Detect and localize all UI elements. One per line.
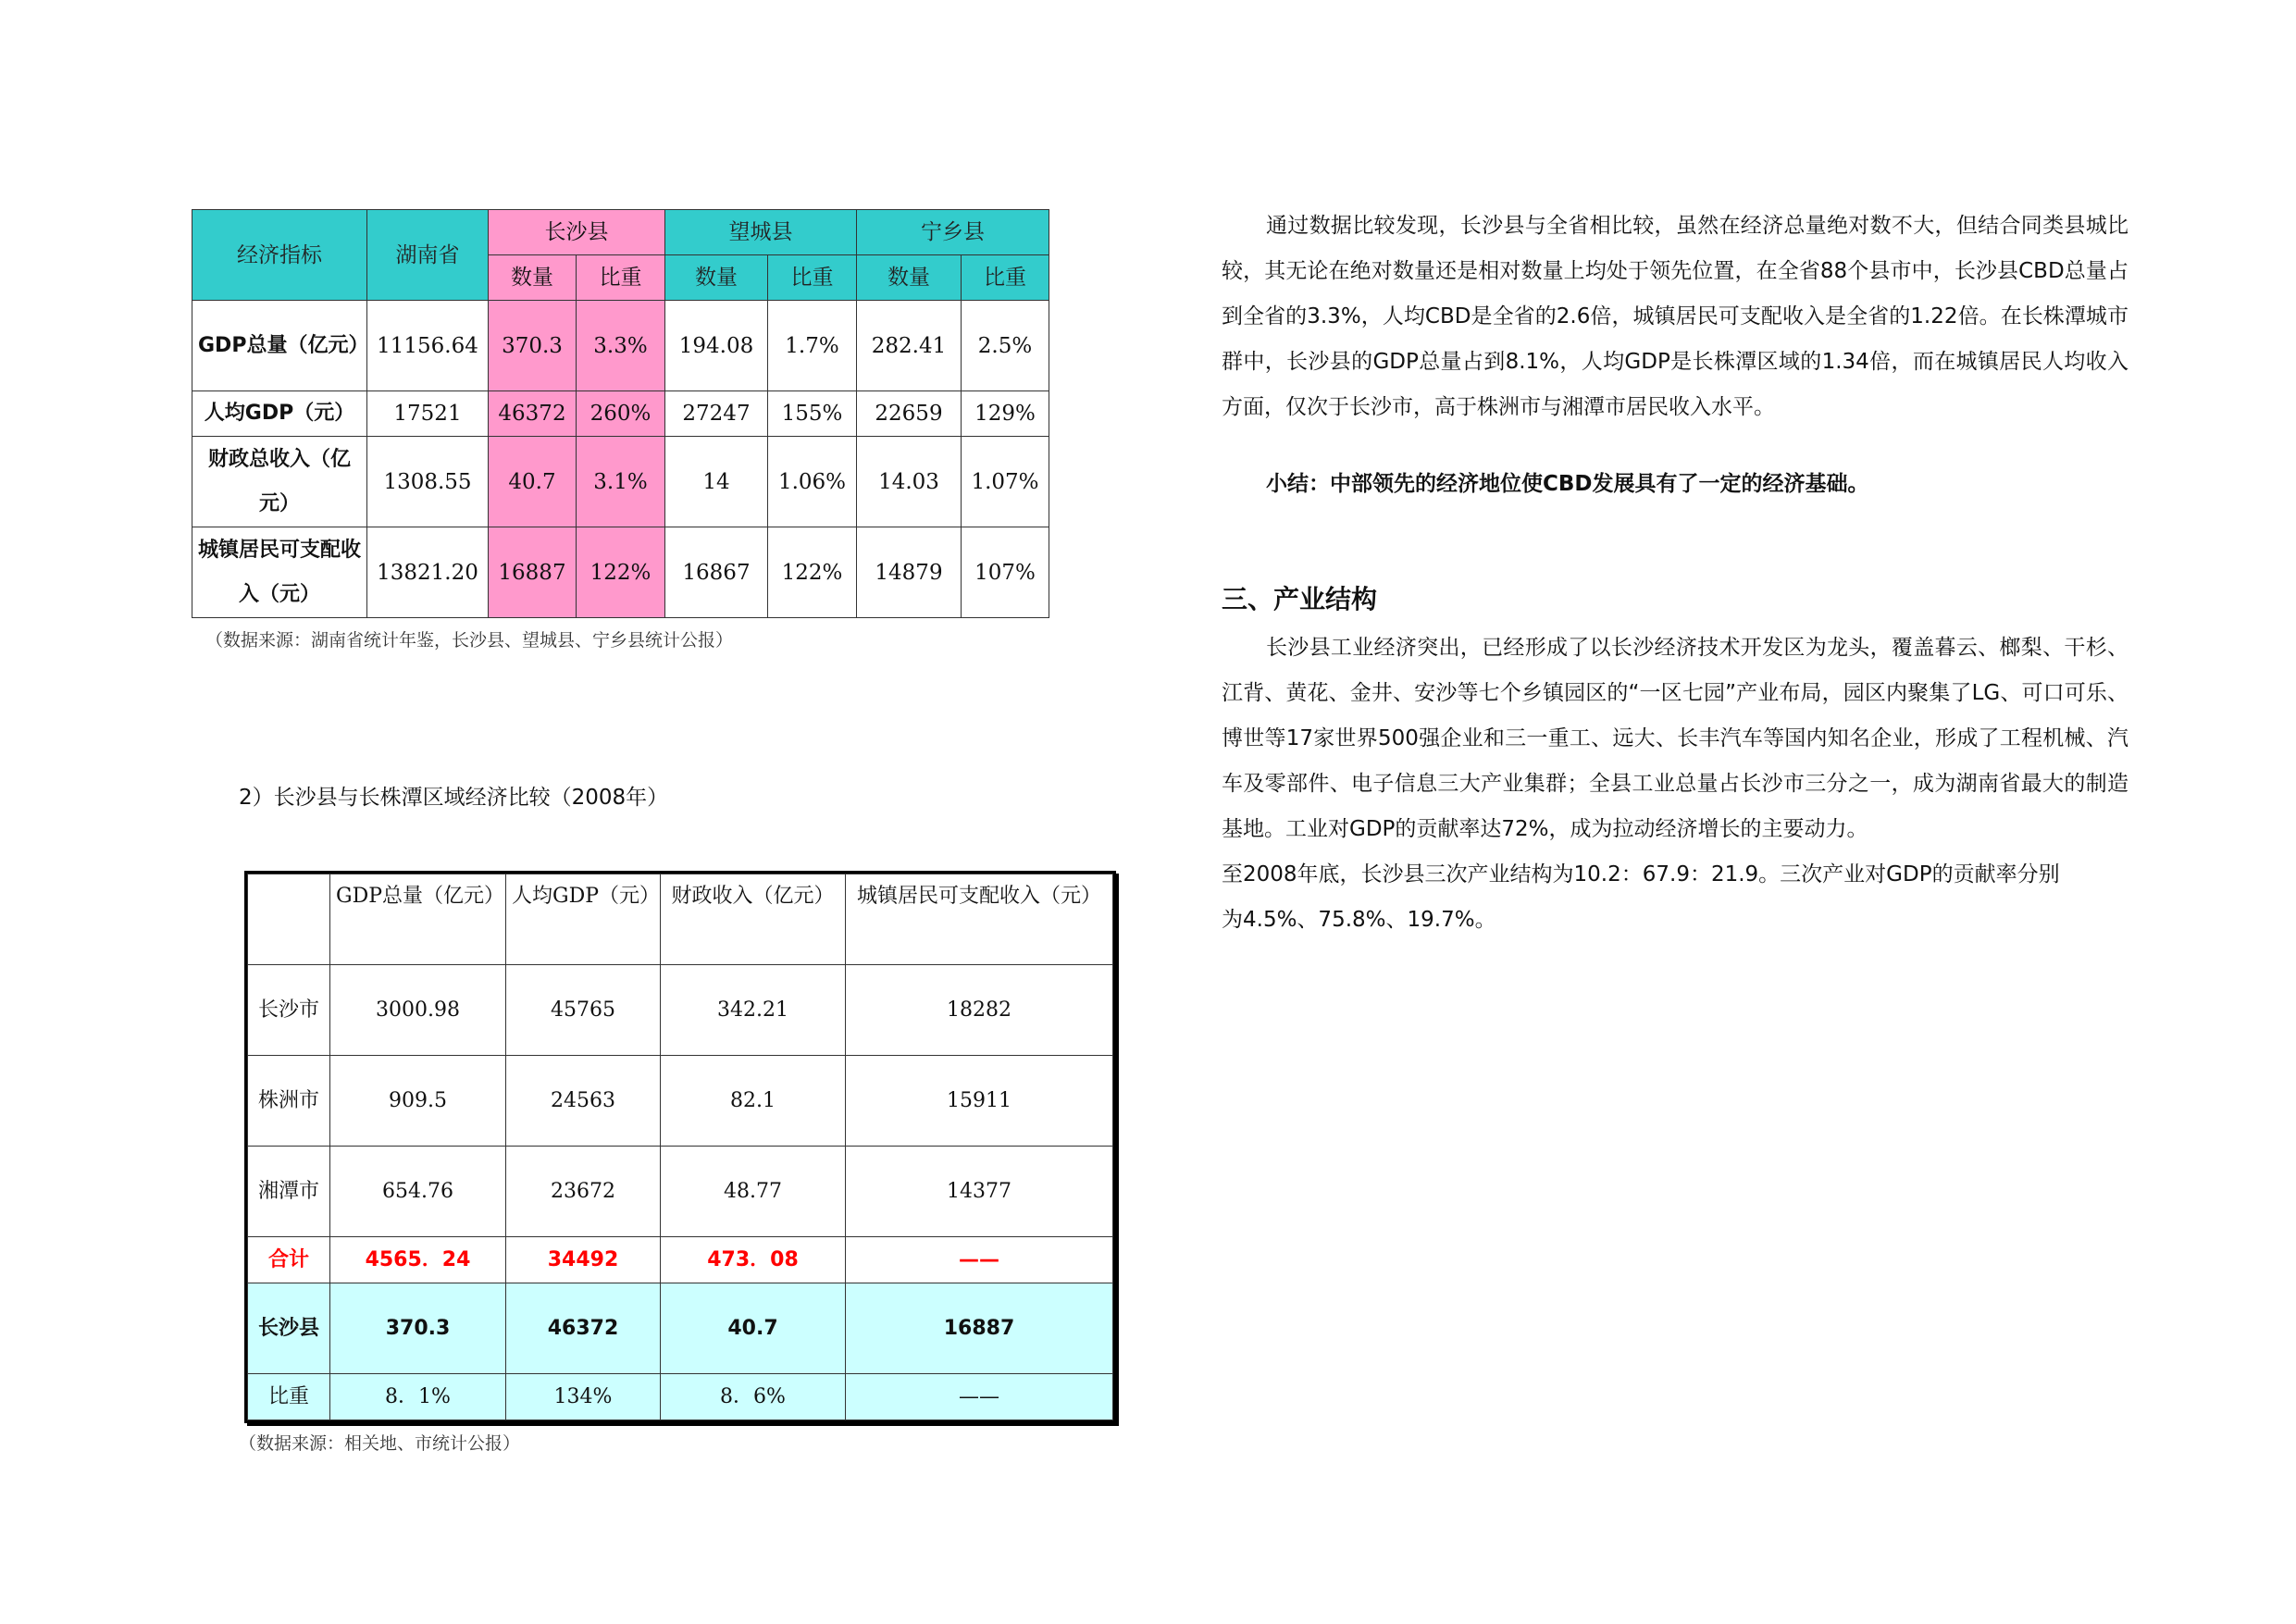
table-row bbox=[192, 391, 1049, 437]
table-row bbox=[248, 1056, 1113, 1147]
col-header-gdp: GDP总量（亿元） bbox=[330, 874, 506, 965]
cell-wangcheng-qty: 194.08 bbox=[665, 301, 768, 391]
row-name: 合计 bbox=[248, 1237, 330, 1283]
table-cell: —— bbox=[846, 1374, 1113, 1420]
table-cell: 342.21 bbox=[661, 965, 846, 1056]
table-cell: 82.1 bbox=[661, 1056, 846, 1147]
cell-changsha-ratio: 260% bbox=[577, 391, 665, 437]
row-name: 比重 bbox=[248, 1374, 330, 1420]
economic-indicator-table bbox=[192, 209, 1049, 618]
table-cell: 8．6% bbox=[661, 1374, 846, 1420]
col-header-fiscal-revenue: 财政收入（亿元） bbox=[661, 874, 846, 965]
cell-ningxiang-ratio: 1.07% bbox=[962, 437, 1049, 527]
table-row bbox=[192, 527, 1049, 618]
row-name: 长沙县 bbox=[248, 1283, 330, 1374]
table2-source-note: （数据来源：相关地、市统计公报） bbox=[239, 1433, 521, 1454]
header-wangcheng: 望城县 bbox=[665, 210, 857, 255]
industry-structure-line-2: 为4.5%、75.8%、19.7%。 bbox=[1222, 908, 1496, 932]
cell-wangcheng-qty: 16867 bbox=[665, 527, 768, 618]
row-name: 湘潭市 bbox=[248, 1147, 330, 1237]
col-header-disposable-income: 城镇居民可支配收入（元） bbox=[846, 874, 1113, 965]
table-cell: —— bbox=[846, 1237, 1113, 1283]
table-cell: 4565．24 bbox=[330, 1237, 506, 1283]
table-cell: 40.7 bbox=[661, 1283, 846, 1374]
table-cell: 909.5 bbox=[330, 1056, 506, 1147]
row-name: 株洲市 bbox=[248, 1056, 330, 1147]
table-cell: 473．08 bbox=[661, 1237, 846, 1283]
table-row bbox=[192, 301, 1049, 391]
section2-heading: 2）长沙县与长株潭区域经济比较（2008年） bbox=[239, 786, 669, 810]
row-name: 长沙市 bbox=[248, 965, 330, 1056]
cell-wangcheng-qty: 14 bbox=[665, 437, 768, 527]
ratio-row bbox=[248, 1374, 1113, 1420]
total-row bbox=[248, 1237, 1113, 1283]
row-label: 人均GDP（元） bbox=[192, 391, 367, 437]
row-label: GDP总量（亿元） bbox=[192, 301, 367, 391]
table-cell: 3000.98 bbox=[330, 965, 506, 1056]
cell-hunan: 1308.55 bbox=[367, 437, 489, 527]
cell-ningxiang-ratio: 129% bbox=[962, 391, 1049, 437]
table-cell: 8．1% bbox=[330, 1374, 506, 1420]
cell-ningxiang-qty: 282.41 bbox=[857, 301, 962, 391]
summary-line: 小结：中部领先的经济地位使CBD发展具有了一定的经济基础。 bbox=[1266, 472, 1869, 496]
table-cell: 46372 bbox=[506, 1283, 661, 1374]
table-cell: 134% bbox=[506, 1374, 661, 1420]
table-cell: 45765 bbox=[506, 965, 661, 1056]
cell-wangcheng-ratio: 1.7% bbox=[768, 301, 857, 391]
table-cell: 654.76 bbox=[330, 1147, 506, 1237]
row-label: 财政总收入（亿元） bbox=[192, 437, 367, 527]
table-cell: 23672 bbox=[506, 1147, 661, 1237]
table-cell: 24563 bbox=[506, 1056, 661, 1147]
cell-hunan: 13821.20 bbox=[367, 527, 489, 618]
subheader-ratio: 比重 bbox=[768, 255, 857, 301]
table-cell: 18282 bbox=[846, 965, 1113, 1056]
table-cell: 16887 bbox=[846, 1283, 1113, 1374]
cell-changsha-qty: 16887 bbox=[489, 527, 577, 618]
cell-ningxiang-qty: 22659 bbox=[857, 391, 962, 437]
table-cell: 15911 bbox=[846, 1056, 1113, 1147]
subheader-qty: 数量 bbox=[489, 255, 577, 301]
table-row bbox=[248, 965, 1113, 1056]
table-cell: 34492 bbox=[506, 1237, 661, 1283]
table-row bbox=[248, 1147, 1113, 1237]
cell-ningxiang-qty: 14.03 bbox=[857, 437, 962, 527]
cell-ningxiang-ratio: 107% bbox=[962, 527, 1049, 618]
regional-comparison-table-frame bbox=[244, 871, 1116, 1423]
header-corner bbox=[248, 874, 330, 965]
cell-ningxiang-qty: 14879 bbox=[857, 527, 962, 618]
cell-hunan: 17521 bbox=[367, 391, 489, 437]
right-text-column bbox=[1222, 204, 2128, 943]
table-cell: 14377 bbox=[846, 1147, 1113, 1237]
analysis-paragraph: 通过数据比较发现，长沙县与全省相比较，虽然在经济总量绝对数不大，但结合同类县城比较，其无论在绝对数量还是相对数量上均处于领先位置，在全省88个县市中，长沙县CBD总量占到全省的3.3%，人均CBD是全省的2.6倍，城镇居民可支配收入是全省的1.22倍。在长株潭城市群中，长沙县的GDP总量占到8.1%，人均GDP是长株潭区域的1.34倍，而在城镇居民人均收入方面，仅次于长沙市，高于株洲市与湘潭市居民收入水平。 bbox=[1222, 214, 2128, 419]
subheader-ratio: 比重 bbox=[962, 255, 1049, 301]
cell-changsha-ratio: 3.1% bbox=[577, 437, 665, 527]
cell-changsha-qty: 40.7 bbox=[489, 437, 577, 527]
cell-wangcheng-ratio: 155% bbox=[768, 391, 857, 437]
subheader-qty: 数量 bbox=[665, 255, 768, 301]
industry-paragraph: 长沙县工业经济突出，已经形成了以长沙经济技术开发区为龙头，覆盖暮云、榔梨、干杉、江背、黄花、金井、安沙等七个乡镇园区的“一区七园”产业布局，园区内聚集了LG、可口可乐、博世等17家世界500强企业和三一重工、远大、长丰汽车等国内知名企业，形成了工程机械、汽车及零部件、电子信息三大产业集群；全县工业总量占长沙市三分之一，成为湖南省最大的制造基地。工业对GDP的贡献率达72%，成为拉动经济增长的主要动力。 bbox=[1222, 636, 2128, 841]
industry-structure-line-1: 至2008年底，长沙县三次产业结构为10.2：67.9：21.9。三次产业对GDP的贡献率分别 bbox=[1222, 862, 2060, 886]
header-changsha: 长沙县 bbox=[489, 210, 665, 255]
cell-changsha-ratio: 3.3% bbox=[577, 301, 665, 391]
cell-hunan: 11156.64 bbox=[367, 301, 489, 391]
table-row bbox=[192, 437, 1049, 527]
header-ningxiang: 宁乡县 bbox=[857, 210, 1049, 255]
cell-changsha-qty: 370.3 bbox=[489, 301, 577, 391]
regional-comparison-table bbox=[247, 874, 1113, 1420]
table-cell: 370.3 bbox=[330, 1283, 506, 1374]
header-hunan: 湖南省 bbox=[367, 210, 489, 301]
table-cell: 48.77 bbox=[661, 1147, 846, 1237]
subheader-ratio: 比重 bbox=[577, 255, 665, 301]
cell-wangcheng-ratio: 1.06% bbox=[768, 437, 857, 527]
col-header-gdp-per-capita: 人均GDP（元） bbox=[506, 874, 661, 965]
row-label: 城镇居民可支配收入（元） bbox=[192, 527, 367, 618]
cell-changsha-qty: 46372 bbox=[489, 391, 577, 437]
subheader-qty: 数量 bbox=[857, 255, 962, 301]
changsha-county-row bbox=[248, 1283, 1113, 1374]
table1-source-note: （数据来源：湖南省统计年鉴，长沙县、望城县、宁乡县统计公报） bbox=[205, 630, 734, 651]
section3-title: 三、产业结构 bbox=[1222, 584, 1378, 614]
cell-wangcheng-qty: 27247 bbox=[665, 391, 768, 437]
cell-ningxiang-ratio: 2.5% bbox=[962, 301, 1049, 391]
industry-structure-paragraph bbox=[1222, 852, 2128, 943]
cell-wangcheng-ratio: 122% bbox=[768, 527, 857, 618]
header-indicator: 经济指标 bbox=[192, 210, 367, 301]
cell-changsha-ratio: 122% bbox=[577, 527, 665, 618]
